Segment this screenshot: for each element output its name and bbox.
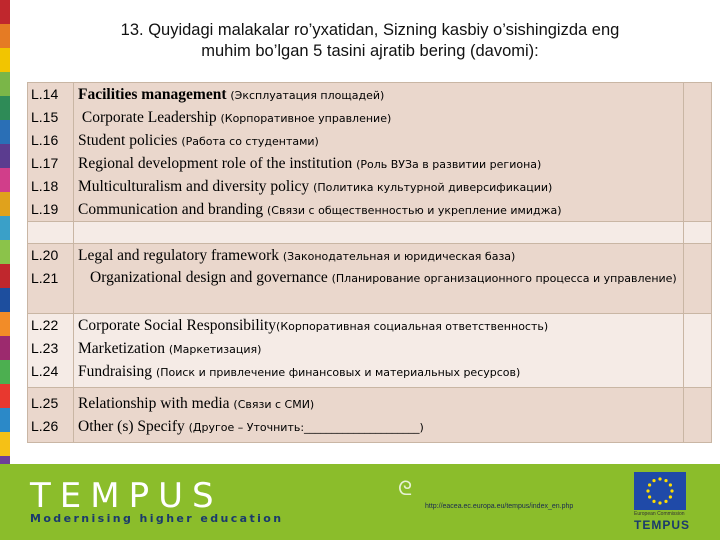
item-cell xyxy=(74,388,684,443)
title-line-1: 13. Quyidagi malakalar ro’yxatidan, Sizning kasbiy o’sishingizda eng xyxy=(120,21,620,39)
stripe-segment xyxy=(0,432,10,456)
stripe-segment xyxy=(0,216,10,240)
list-item: Facilities management (Эксплуатация площадей) xyxy=(78,86,385,103)
swirl-icon: ᘓ xyxy=(398,478,413,500)
checkbox-cell[interactable] xyxy=(684,83,712,222)
eu-star-icon xyxy=(664,500,667,503)
checkbox-cell[interactable] xyxy=(684,244,712,314)
list-item: Relationship with media (Связи с СМИ) xyxy=(78,395,315,412)
stripe-segment xyxy=(0,0,10,24)
code: L.20 xyxy=(31,247,59,263)
checkbox-cell[interactable] xyxy=(684,388,712,443)
eu-tempus-label: TEMPUS xyxy=(634,518,691,532)
code: L.25 xyxy=(31,395,59,411)
eu-flag-icon xyxy=(634,472,686,510)
stripe-segment xyxy=(0,24,10,48)
code: L.14 xyxy=(31,86,59,102)
spacer-cell xyxy=(74,222,684,244)
eu-star-icon xyxy=(658,501,661,504)
list-item: Multiculturalism and diversity policy (Политика культурной диверсификации) xyxy=(78,178,553,195)
table-row xyxy=(28,388,712,443)
list-item: Legal and regulatory framework (Законодательная и юридическая база) xyxy=(78,247,516,264)
eu-star-icon xyxy=(648,495,651,498)
stripe-segment xyxy=(0,408,10,432)
code: L.23 xyxy=(31,340,59,356)
table-row xyxy=(28,222,712,244)
code: L.19 xyxy=(31,201,59,217)
url-link[interactable]: http://eacea.ec.europa.eu/tempus/index_en.php xyxy=(425,503,574,510)
eu-star-icon xyxy=(670,489,673,492)
stripe-segment xyxy=(0,48,10,72)
code-cell xyxy=(28,388,74,443)
table-row xyxy=(28,83,712,222)
code-cell xyxy=(28,314,74,388)
title-line-2: muhim bo’lgan 5 tasini ajratib bering (davomi): xyxy=(201,42,539,60)
eu-star-icon xyxy=(652,500,655,503)
code: L.21 xyxy=(31,270,59,286)
stripe-segment xyxy=(0,288,10,312)
spacer-cell xyxy=(28,222,74,244)
eu-star-icon xyxy=(648,483,651,486)
code: L.17 xyxy=(31,155,59,171)
stripe-segment xyxy=(0,120,10,144)
tempus-logo: TEMPUS xyxy=(30,476,223,516)
eu-star-icon xyxy=(658,477,661,480)
code: L.16 xyxy=(31,132,59,148)
stripe-segment xyxy=(0,72,10,96)
stripe-segment xyxy=(0,264,10,288)
table-row xyxy=(28,314,712,388)
stripe-segment xyxy=(0,192,10,216)
stripe-segment xyxy=(0,384,10,408)
list-item: Fundraising (Поиск и привлечение финансовых и материальных ресурсов) xyxy=(78,363,521,380)
stripe-segment xyxy=(0,168,10,192)
item-cell xyxy=(74,83,684,222)
table-row xyxy=(28,244,712,314)
item-cell xyxy=(74,314,684,388)
stripe-segment xyxy=(0,336,10,360)
eu-star-icon xyxy=(669,483,672,486)
eu-commission-label: European Commission xyxy=(634,511,685,517)
page-title xyxy=(40,20,700,62)
code: L.24 xyxy=(31,363,59,379)
stripe-segment xyxy=(0,312,10,336)
list-item: Communication and branding (Связи с общественностью и укрепление имиджа) xyxy=(78,201,562,218)
checkbox-cell[interactable] xyxy=(684,314,712,388)
item-cell xyxy=(74,244,684,314)
competency-table xyxy=(27,82,712,443)
spacer-cell xyxy=(684,222,712,244)
code: L.18 xyxy=(31,178,59,194)
list-item: Other (s) Specify (Другое – Уточнить:_____________________) xyxy=(78,418,424,435)
list-item: Regional development role of the institution (Роль ВУЗа в развитии региона) xyxy=(78,155,542,172)
list-item: Corporate Leadership (Корпоративное управление) xyxy=(81,109,392,126)
stripe-segment xyxy=(0,96,10,120)
list-item: Student policies (Работа со студентами) xyxy=(78,132,319,149)
code-cell xyxy=(28,244,74,314)
decorative-color-stripe xyxy=(0,0,10,540)
list-item: Corporate Social Responsibility(Корпоративная социальная ответственность) xyxy=(78,317,549,334)
list-item: Organizational design and governance (Планирование организационного процесса и управление) xyxy=(90,269,677,286)
list-item: Marketization (Маркетизация) xyxy=(78,340,262,357)
stripe-segment xyxy=(0,240,10,264)
eu-star-icon xyxy=(646,489,649,492)
tagline: Modernising higher education xyxy=(30,512,284,525)
code: L.22 xyxy=(31,317,59,333)
code: L.26 xyxy=(31,418,59,434)
code-cell xyxy=(28,83,74,222)
stripe-segment xyxy=(0,144,10,168)
eu-star-icon xyxy=(669,495,672,498)
code: L.15 xyxy=(31,109,59,125)
eu-star-icon xyxy=(664,479,667,482)
eu-star-icon xyxy=(652,479,655,482)
stripe-segment xyxy=(0,360,10,384)
